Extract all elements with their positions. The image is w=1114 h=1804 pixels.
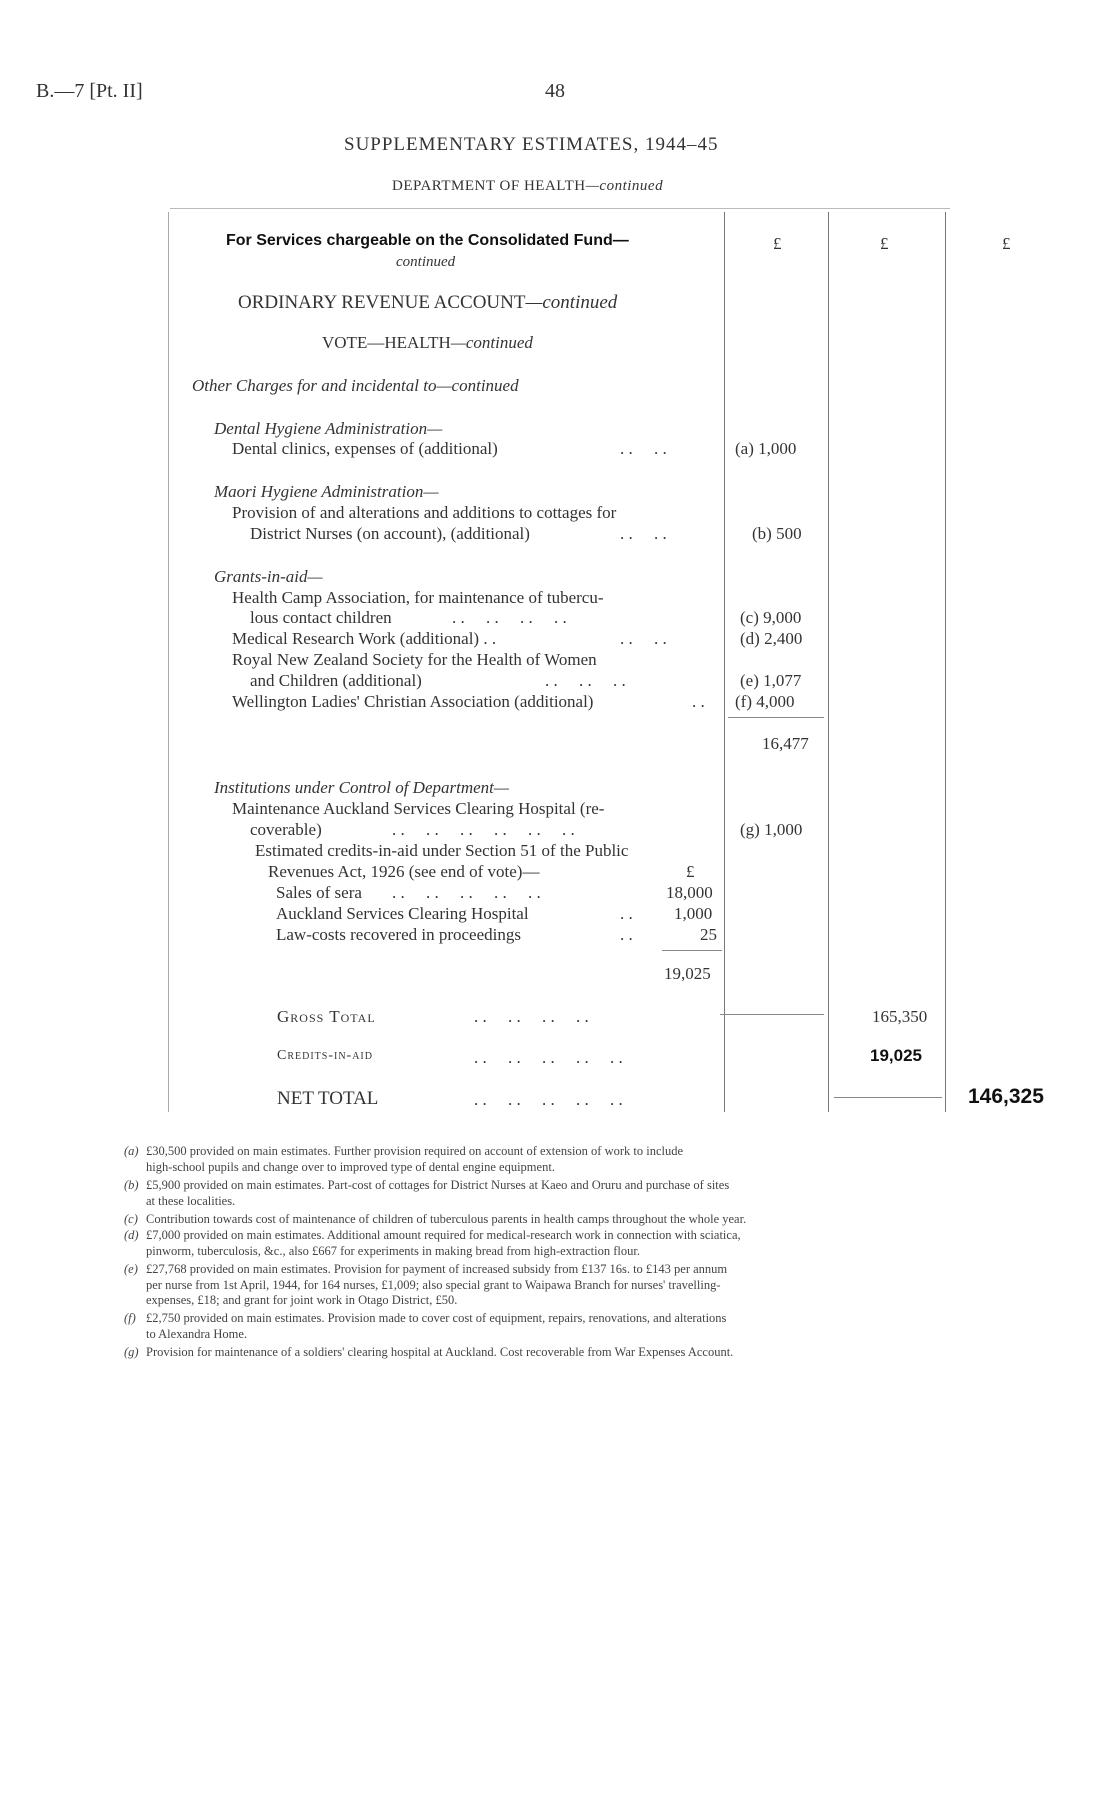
- maori-leader: . . . .: [620, 524, 667, 543]
- grants-subtotal-rule: [728, 717, 824, 718]
- credits-in-aid-label: Credits-in-aid: [277, 1048, 373, 1063]
- other-charges-heading: Other Charges for and incidental to—continued: [192, 376, 519, 395]
- footnote-d: (d) £7,000 provided on main estimates. Additional amount required for medical-research work in connection with sciatica, pinworm, tuberculosis, &c., also £667 for experiments in making bread from high-extraction flour.: [124, 1228, 741, 1258]
- maori-line-1: Provision of and alterations and additions to cottages for: [232, 503, 617, 522]
- net-total-label: NET TOTAL: [277, 1088, 379, 1109]
- footnote-f: (f) £2,750 provided on main estimates. Provision made to cover cost of equipment, repairs, renovations, and alterations to Alexandra Home.: [124, 1311, 727, 1341]
- dental-line: Dental clinics, expenses of (additional): [232, 439, 498, 458]
- credits-total: 19,025: [664, 964, 711, 983]
- grant-4-line-1: Wellington Ladies' Christian Association (additional): [232, 692, 594, 711]
- column-rule-2: [828, 212, 829, 1112]
- credits-currency: £: [686, 862, 695, 881]
- credit-item-amount: 25: [700, 925, 717, 944]
- credit-item-label: Law-costs recovered in proceedings: [276, 925, 521, 944]
- grant-4-amount: (f) 4,000: [735, 692, 795, 711]
- credit-item-label: Auckland Services Clearing Hospital: [276, 904, 529, 923]
- grant-3-leader: . . . . . .: [545, 671, 626, 690]
- grant-2-leader: . . . .: [620, 629, 667, 648]
- currency-col-3: £: [1002, 234, 1011, 253]
- gross-total-amount: 165,350: [872, 1007, 928, 1026]
- institutions-leader: . . . . . . . . . . . .: [392, 820, 575, 839]
- account-heading: ORDINARY REVENUE ACCOUNT—continued: [238, 292, 618, 313]
- footnote-b: (b) £5,900 provided on main estimates. Part-cost of cottages for District Nurses at Kaeo and Oruru and purchase of sites at these localities.: [124, 1178, 730, 1208]
- table-left-rule: [168, 212, 169, 1112]
- gross-total-label: Gross Total: [277, 1007, 376, 1026]
- maori-heading: Maori Hygiene Administration—: [214, 482, 439, 501]
- dental-amount: (a) 1,000: [735, 439, 797, 458]
- credits-in-aid-amount: 19,025: [870, 1046, 922, 1065]
- document-reference: B.—7 [Pt. II]: [36, 80, 143, 102]
- credit-item-leader: . .: [620, 904, 633, 923]
- page-title: SUPPLEMENTARY ESTIMATES, 1944–45: [344, 134, 719, 155]
- footnote-c: (c) Contribution towards cost of maintenance of children of tuberculous parents in health camps throughout the whole year.: [124, 1212, 747, 1226]
- institutions-line-2: coverable): [250, 820, 322, 839]
- grant-1-amount: (c) 9,000: [740, 608, 802, 627]
- net-total-rule: [834, 1097, 942, 1098]
- table-top-rule: [170, 208, 950, 209]
- credits-line-1: Estimated credits-in-aid under Section 51 of the Public: [255, 841, 629, 860]
- footnote-e: (e) £27,768 provided on main estimates. Provision for payment of increased subsidy from £137 16s. to £143 per annum per nurse from 1st April, 1944, for 164 nurses, £1,009; also special grant to Waipawa Branch for nurses' travelling- expenses, £18; and grant for joint work in Otago District, £50.: [124, 1262, 728, 1307]
- credit-item-label: Sales of sera: [276, 883, 362, 902]
- section-heading: For Services chargeable on the Consolidated Fund—: [226, 232, 629, 249]
- credit-item-leader: . .: [620, 925, 633, 944]
- currency-col-1: £: [773, 234, 782, 253]
- credits-in-aid-leader: . . . . . . . . . .: [474, 1048, 623, 1067]
- grant-1-line-2: lous contact children: [250, 608, 392, 627]
- grant-1-line-1: Health Camp Association, for maintenance of tubercu-: [232, 588, 604, 607]
- credit-item-amount: 18,000: [666, 883, 713, 902]
- grants-heading: Grants-in-aid—: [214, 567, 323, 586]
- vote-heading: VOTE—HEALTH—continued: [322, 333, 533, 352]
- department-heading: DEPARTMENT OF HEALTH—continued: [392, 178, 664, 194]
- grant-2-amount: (d) 2,400: [740, 629, 803, 648]
- net-total-leader: . . . . . . . . . .: [474, 1090, 623, 1109]
- grant-3-amount: (e) 1,077: [740, 671, 802, 690]
- footnote-a: (a) £30,500 provided on main estimates. Further provision required on account of extension of work to include high-school pupils and change over to improved type of dental engine equipment.: [124, 1144, 684, 1174]
- section-continued: continued: [396, 254, 456, 270]
- grant-1-leader: . . . . . . . .: [452, 608, 567, 627]
- net-total-amount: 146,325: [968, 1085, 1044, 1108]
- maori-line-2: District Nurses (on account), (additional): [250, 524, 530, 543]
- column-rule-1: [724, 212, 725, 1112]
- grant-4-leader: . .: [692, 692, 705, 711]
- gross-total-leader: . . . . . . . .: [474, 1007, 589, 1026]
- dental-heading: Dental Hygiene Administration—: [214, 419, 443, 438]
- institutions-amount: (g) 1,000: [740, 820, 803, 839]
- gross-total-rule: [720, 1014, 824, 1015]
- footnote-g: (g) Provision for maintenance of a soldiers' clearing hospital at Auckland. Cost recoverable from War Expenses Account.: [124, 1345, 734, 1359]
- credits-total-rule: [662, 950, 722, 951]
- page-number: 48: [545, 80, 565, 102]
- grant-2-line-1: Medical Research Work (additional) . .: [232, 629, 497, 648]
- credit-item-leader: . . . . . . . . . .: [392, 883, 541, 902]
- grants-subtotal: 16,477: [762, 734, 809, 753]
- credits-line-2: Revenues Act, 1926 (see end of vote)—: [268, 862, 540, 881]
- column-rule-3: [945, 212, 946, 1112]
- credit-item-amount: 1,000: [674, 904, 713, 923]
- institutions-heading: Institutions under Control of Department—: [214, 778, 509, 797]
- dental-leader: . . . .: [620, 439, 667, 458]
- grant-3-line-2: and Children (additional): [250, 671, 422, 690]
- institutions-line-1: Maintenance Auckland Services Clearing Hospital (re-: [232, 799, 605, 818]
- grant-3-line-1: Royal New Zealand Society for the Health of Women: [232, 650, 597, 669]
- maori-amount: (b) 500: [752, 524, 802, 543]
- currency-col-2: £: [880, 234, 889, 253]
